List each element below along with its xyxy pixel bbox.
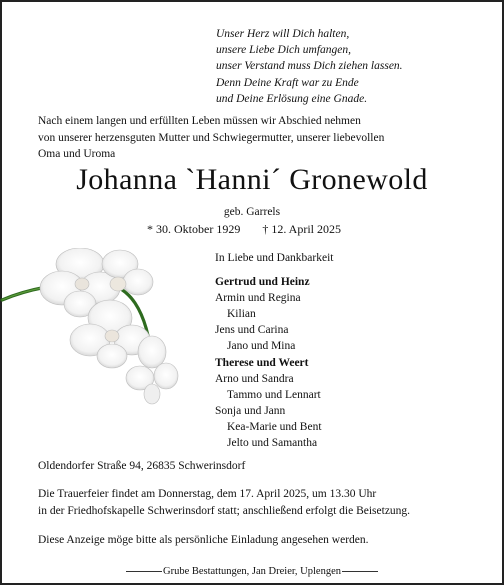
family-member: Kilian bbox=[227, 308, 256, 321]
family-member: Jelto und Samantha bbox=[227, 437, 318, 450]
poem-line: unsere Liebe Dich umfangen, bbox=[216, 44, 351, 57]
orchid-bud bbox=[144, 384, 160, 404]
intro-line: Oma und Uroma bbox=[38, 148, 116, 160]
funeral-home: Grube Bestattungen, Jan Dreier, Uplengen bbox=[162, 566, 342, 577]
family-lead: Therese und Weert bbox=[215, 356, 309, 369]
footer-rule bbox=[342, 571, 378, 572]
birth-date: * 30. Oktober 1929 bbox=[147, 222, 241, 236]
family-heading: In Liebe und Dankbarkeit bbox=[215, 252, 334, 264]
life-dates bbox=[147, 222, 341, 237]
intro-line: von unserer herzensguten Mutter und Schwiegermutter, unserer liebevollen bbox=[38, 131, 385, 144]
family-member: Arno und Sandra bbox=[215, 372, 294, 385]
funeral-info bbox=[38, 486, 410, 519]
poem-line: Denn Deine Kraft war zu Ende bbox=[216, 76, 359, 89]
birth-name: geb. Garrels bbox=[223, 206, 281, 218]
family-member: Jens und Carina bbox=[215, 324, 289, 337]
invitation-notice: Diese Anzeige möge bitte als persönliche Einladung angesehen werden. bbox=[38, 534, 369, 546]
family-member: Armin und Regina bbox=[215, 292, 301, 305]
deceased-name: Johanna `Hanni´ Gronewold bbox=[76, 163, 428, 196]
poem-line: und Deine Erlösung eine Gnade. bbox=[216, 92, 368, 105]
funeral-line: in der Friedhofskapelle Schwerinsdorf statt; anschließend erfolgt die Beisetzung. bbox=[38, 504, 411, 517]
family-lead: Gertrud und Heinz bbox=[215, 276, 310, 289]
intro-line: Nach einem langen und erfüllten Leben müssen wir Abschied nehmen bbox=[38, 115, 361, 127]
family-member: Tammo und Lennart bbox=[227, 388, 321, 401]
intro-text bbox=[38, 113, 384, 163]
footer bbox=[0, 566, 504, 577]
family-member: Sonja und Jann bbox=[215, 404, 286, 417]
footer-rule bbox=[126, 571, 162, 572]
poem-line: unser Verstand muss Dich ziehen lassen. bbox=[216, 60, 403, 73]
family-list bbox=[215, 250, 333, 451]
family-member: Jano und Mina bbox=[227, 340, 296, 353]
family-member: Kea-Marie und Bent bbox=[227, 420, 322, 433]
orchid-image bbox=[0, 248, 200, 408]
address: Oldendorfer Straße 94, 26835 Schwerinsdorf bbox=[38, 460, 246, 472]
death-date: † 12. April 2025 bbox=[262, 222, 341, 236]
funeral-line: Die Trauerfeier findet am Donnerstag, dem 17. April 2025, um 13.30 Uhr bbox=[38, 488, 377, 500]
poem-line: Unser Herz will Dich halten, bbox=[216, 28, 350, 40]
poem bbox=[216, 26, 403, 107]
